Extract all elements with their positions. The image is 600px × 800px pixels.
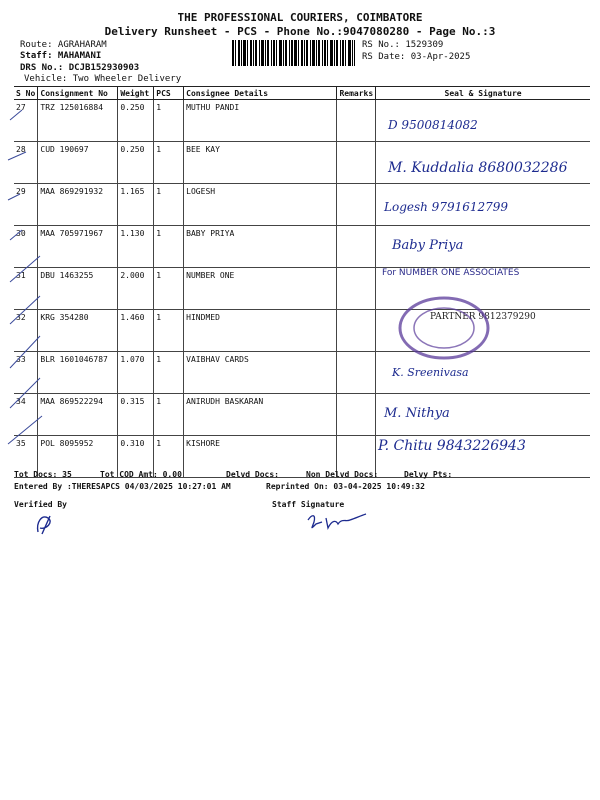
weight: 1.130 — [118, 226, 154, 268]
weight: 0.250 — [118, 142, 154, 184]
remarks — [337, 268, 376, 310]
consignee: BABY PRIYA — [184, 226, 337, 268]
delivered-docs: Delvd Docs: — [226, 470, 279, 479]
serial-number: 28 — [14, 142, 38, 184]
remarks — [337, 310, 376, 352]
remarks — [337, 184, 376, 226]
serial-number: 31 — [14, 268, 38, 310]
serial-number: 27 — [14, 100, 38, 142]
reprinted-on: Reprinted On: 03-04-2025 10:49:32 — [266, 482, 425, 491]
pieces: 1 — [154, 352, 184, 394]
runsheet-table — [14, 86, 590, 478]
barcode-image — [232, 40, 355, 66]
signature-row-32: PARTNER 9812379290 — [430, 312, 536, 322]
pieces: 1 — [154, 436, 184, 478]
table-row — [14, 226, 590, 268]
serial-number: 30 — [14, 226, 38, 268]
column-header: Seal & Signature — [376, 87, 590, 100]
signature-row-29: Logesh 9791612799 — [384, 200, 509, 214]
remarks — [337, 100, 376, 142]
consignment-number: TRZ 125016884 — [38, 100, 118, 142]
verified-by-label: Verified By — [14, 500, 67, 509]
consignee: MUTHU PANDI — [184, 100, 337, 142]
consignment-number: POL 8095952 — [38, 436, 118, 478]
weight: 0.315 — [118, 394, 154, 436]
signature-row-28: M. Kuddalia 8680032286 — [388, 160, 568, 176]
consignment-number: DBU 1463255 — [38, 268, 118, 310]
pieces: 1 — [154, 226, 184, 268]
table-row — [14, 352, 590, 394]
table-header-row — [14, 87, 590, 100]
remarks — [337, 394, 376, 436]
drs-number: DRS No.: DCJB152930903 — [20, 63, 140, 73]
tick-marks — [4, 96, 44, 446]
consignment-number: CUD 190697 — [38, 142, 118, 184]
table-row — [14, 394, 590, 436]
serial-number: 34 — [14, 394, 38, 436]
company-stamp — [394, 292, 498, 364]
column-header: PCS — [154, 87, 184, 100]
delivery-points: Delvy Pts: — [404, 470, 453, 479]
rs-date: RS Date: 03-Apr-2025 — [362, 52, 471, 62]
consignment-number: MAA 869522294 — [38, 394, 118, 436]
signature-row-31: For NUMBER ONE ASSOCIATES — [382, 268, 520, 278]
pieces: 1 — [154, 394, 184, 436]
weight: 2.000 — [118, 268, 154, 310]
pieces: 1 — [154, 184, 184, 226]
total-docs: Tot Docs: 35 — [14, 470, 72, 479]
remarks — [337, 142, 376, 184]
entered-by: Entered By :THERESAPCS 04/03/2025 10:27:01 AM — [14, 482, 231, 491]
route-label: Route: AGRAHARAM — [20, 40, 107, 50]
serial-number: 35 — [14, 436, 38, 478]
non-delivered-docs: Non Delvd Docs: — [306, 470, 379, 479]
staff-signature-label: Staff Signature — [272, 500, 345, 509]
column-header: Remarks — [337, 87, 376, 100]
weight: 0.310 — [118, 436, 154, 478]
column-header: Consignee Details — [184, 87, 337, 100]
column-header: Weight — [118, 87, 154, 100]
signature-row-30: Baby Priya — [392, 238, 464, 253]
pieces: 1 — [154, 142, 184, 184]
consignment-number: MAA 869291932 — [38, 184, 118, 226]
signature-row-35: P. Chitu 9843226943 — [378, 438, 526, 454]
pieces: 1 — [154, 268, 184, 310]
weight: 1.165 — [118, 184, 154, 226]
weight: 1.070 — [118, 352, 154, 394]
remarks — [337, 352, 376, 394]
consignee: ANIRUDH BASKARAN — [184, 394, 337, 436]
consignment-number: BLR 1601046787 — [38, 352, 118, 394]
signature-row-34: M. Nithya — [384, 406, 450, 421]
serial-number: 33 — [14, 352, 38, 394]
column-header: S No — [14, 87, 38, 100]
verifier-signature-mark — [34, 512, 56, 536]
vehicle-label: Vehicle: Two Wheeler Delivery — [24, 74, 182, 84]
serial-number: 32 — [14, 310, 38, 352]
pieces: 1 — [154, 100, 184, 142]
pieces: 1 — [154, 310, 184, 352]
column-header: Consignment No — [38, 87, 118, 100]
staff-label: Staff: MAHAMANI — [20, 51, 102, 61]
signature-row-27: D 9500814082 — [388, 118, 478, 132]
table-row — [14, 100, 590, 142]
consignment-number: KRG 354280 — [38, 310, 118, 352]
consignee: VAIBHAV CARDS — [184, 352, 337, 394]
weight: 1.460 — [118, 310, 154, 352]
consignee: KISHORE — [184, 436, 337, 478]
staff-signature-mark — [306, 510, 368, 534]
total-cod-amount: Tot COD Amt: 0.00 — [100, 470, 182, 479]
consignee: NUMBER ONE — [184, 268, 337, 310]
weight: 0.250 — [118, 100, 154, 142]
consignee: HINDMED — [184, 310, 337, 352]
signature-row-33: K. Sreenivasa — [392, 366, 469, 379]
consignment-number: MAA 705971967 — [38, 226, 118, 268]
rs-number: RS No.: 1529309 — [362, 40, 444, 50]
consignee: LOGESH — [184, 184, 337, 226]
serial-number: 29 — [14, 184, 38, 226]
company-title: THE PROFESSIONAL COURIERS, COIMBATORE — [177, 11, 423, 24]
consignee: BEE KAY — [184, 142, 337, 184]
remarks — [337, 226, 376, 268]
runsheet-subtitle: Delivery Runsheet - PCS - Phone No.:9047080280 - Page No.:3 — [104, 25, 496, 38]
